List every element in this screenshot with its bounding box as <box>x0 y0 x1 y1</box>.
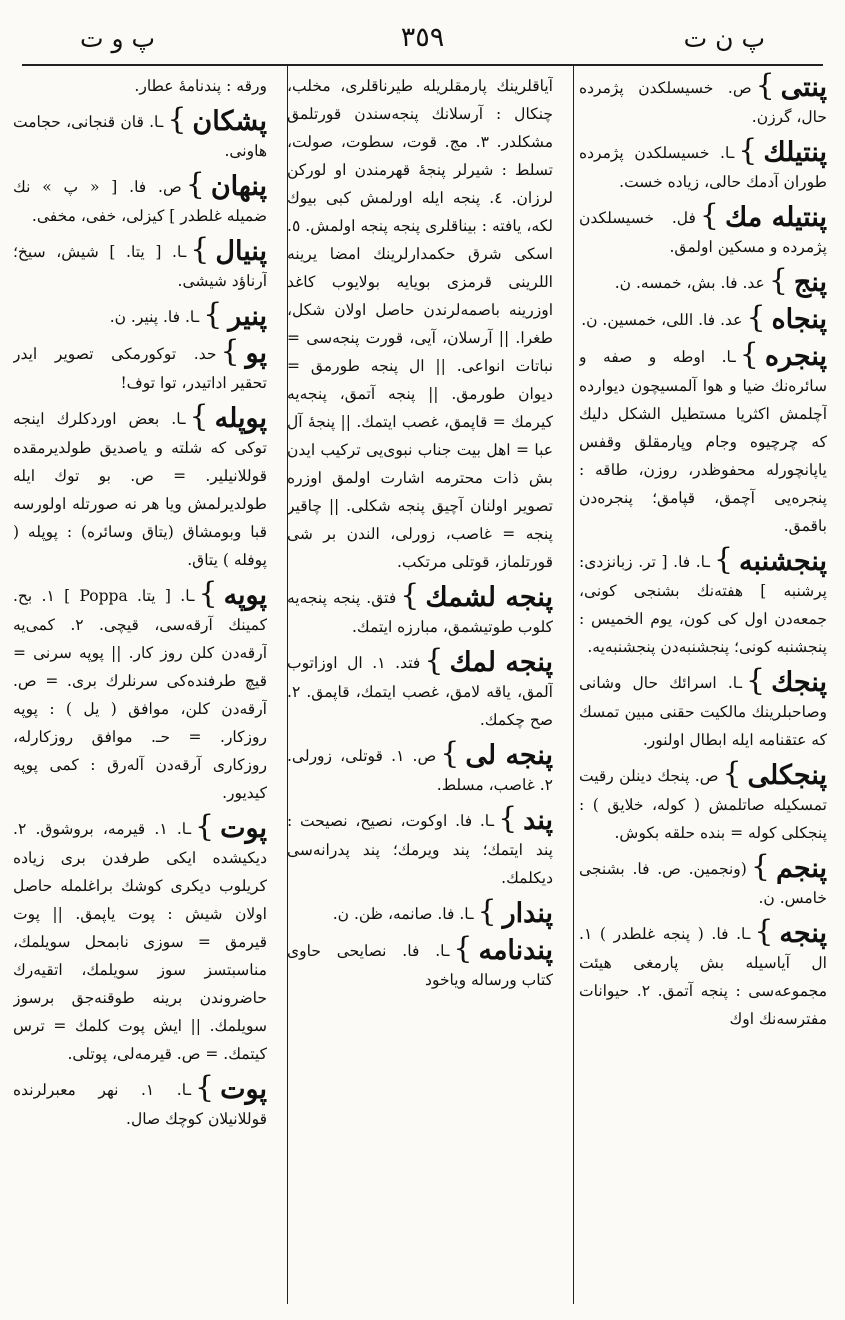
definition-text: ـا. فا. پنیر. ن. <box>109 308 200 326</box>
definition-text: ـا. قان قنجانی، حجامت هاونی. <box>13 113 267 160</box>
headword: پوپله <box>214 403 267 434</box>
definition-text: ـا. فا. نصایحی حاوی کتاب ورساله ویاخود <box>287 942 553 989</box>
headword: پنجه لشمك <box>425 582 553 613</box>
headword: پوت <box>220 1074 267 1105</box>
headword: پوپه <box>223 580 267 611</box>
definition-text: ـا. [ یتا. Poppa ] ١. بح. کمینك آرقه‌سی، قیچی. ٢. کمی‌یه آرقه‌دن کلن روز کار. || پوپه سرنی = قیچ طرفنده‌کی سرنلرك بری. = ص. آرقه‌دن کلن، موافق ( یل ) : پوپه روزکار. = حـ. موافق روزکارله، روزکاری آرقه‌دن آله‌رق : کمی پوپه کیدیور. <box>13 587 267 802</box>
brace-glyph: } <box>453 931 473 966</box>
brace-glyph: } <box>185 167 205 202</box>
dictionary-entry <box>287 736 553 799</box>
headword: پند <box>523 805 553 836</box>
brace-glyph: } <box>203 297 223 332</box>
brace-glyph: } <box>754 914 774 949</box>
dictionary-entry <box>579 133 827 196</box>
brace-glyph: } <box>750 849 770 884</box>
column-middle <box>287 72 553 1304</box>
brace-glyph: } <box>713 542 734 577</box>
headword: پنجم <box>775 853 827 884</box>
headword: پنیال <box>215 236 267 267</box>
column-divider-right <box>573 66 574 1304</box>
definition-text: عد. فا. اللی، خمسین. ن. <box>581 311 743 329</box>
brace-glyph: } <box>746 663 766 698</box>
definition-text: ـا. اسرائك حال وشانی وصاحبلرینك مالکیت حقنی مبین تمسك که عتقنامه ایله ابطال اولنور. <box>579 674 827 749</box>
definition-text: فتق. پنجه پنجه‌یه کلوب طوتیشمق، مبارزه ایتمك. <box>287 589 553 636</box>
dictionary-entry <box>579 914 827 1033</box>
brace-glyph: } <box>722 756 742 791</box>
brace-glyph: } <box>167 102 187 137</box>
definition-text: آیاقلرینك پارمقلریله طیرناقلری، مخلب، چنکال : آرسلانك پنجه‌سندن قورتلمق مشکلدر. ٣. مج. قوت، سطوت، صولت، تسلط : شیرلر پنجهٔ قهرمندن او لورکن لرزان. ٤. پنجه ایله اورلمش کبی بیوك لکه، یافته : بیناقلری پنجه پنجه اولمش. ٥. اسکی شرق حکمدارلرینك امضا یرینه اللرینی قرمزی بویایه بولایوب کاغد اوزرینه باصمه‌لرندن حاصل اولان شکل، طغرا. || آرسلان، آیی، قورت پنجه‌سی = نباتات انواعی. || ال پنجه طورمق = دیوان طورمق. || پنجه آتمق، پنجه‌یه کیرمك = قاپمق، غصب ایتمك. || پنجهٔ آل عبا = اهل بیت جناب نبوی‌یی ترکیب ایدن بش ذات محترمه اشارت اولمق اوزره تصویر اولنان آچیق پنجه شکلی. || چاقیر پنجه = غاصب، زورلی، الندن بر شی قورتلماز، قوتلی مرتکب. <box>287 77 553 571</box>
headword: پنهان <box>210 171 267 202</box>
brace-glyph: } <box>755 72 775 103</box>
dictionary-entry <box>13 297 267 332</box>
brace-glyph: } <box>198 576 218 611</box>
definition-text: ـا. ١. نهر معبرلرنده قوللانیلان کوچك صال. <box>13 1081 267 1128</box>
dictionary-entry <box>13 576 267 807</box>
page-header <box>40 10 805 62</box>
dictionary-entry <box>579 337 827 540</box>
brace-glyph: } <box>768 263 788 298</box>
headword: پندار <box>502 898 553 929</box>
dictionary-entry <box>287 931 553 994</box>
definition-text: ـا. بعض اوردکلرك اینجه توکی که شلته و یاصدیق طولدیرمقده قوللانیلیر. = ص. بو توك ایله طولدیرلمش ویا هر نه صورتله اولورسه قبا وبومشاق (یتاق وسائره) : پوپله ( پوفله ) یتاق. <box>13 410 267 569</box>
definition-text: فل. خسیسلکدن پژمرده و مسکین اولمق. <box>579 209 827 256</box>
dictionary-entry <box>13 232 267 295</box>
brace-glyph: } <box>746 300 766 335</box>
brace-glyph: } <box>477 894 497 929</box>
brace-glyph: } <box>739 337 759 372</box>
definition-text: ـا. ١. قیرمه، بروشوق. ٢. دیکیشده ایکی طرفدن بری زیاده کریلوب دیکری کوشك براغلمله حاصل اولان شیش : پوت یاپمق. || پوت قیرمق = سوزی نابمحل سویلمك، مناسبتسز سوز سویلمك، اتقیه‌رك حاضروندن برینه طوقنه‌جق برسوز سویلمك. || ایش پوت کلمك = ترس کیتمك. = ص. قیرمه‌لی، پوتلی. <box>13 820 267 1063</box>
dictionary-entry <box>579 263 827 298</box>
dictionary-entry <box>287 801 553 892</box>
headword: پنجه لمك <box>449 647 553 678</box>
dictionary-entry <box>13 1070 267 1133</box>
dictionary-entry <box>287 643 553 734</box>
headword: پنتیله مك <box>725 202 827 233</box>
brace-glyph: } <box>195 809 215 844</box>
brace-glyph: } <box>190 232 210 267</box>
header-right-letters: پ ن ت <box>683 24 765 53</box>
definition-text: ـا. فا. اوکوت، نصیح، نصیحت : پند ایتمك؛ پند ویرمك؛ پند پدرانه‌سی دیکلمك. <box>287 812 553 887</box>
brace-glyph: } <box>195 1070 215 1105</box>
definition-text: ـا. فا. ( پنجه غلطدر ) ١. ال آیاسیله بش پارمغی هیئت مجموعه‌سی : پنجه آتمق. ٢. حیوانات مفترسه‌نك اوك <box>579 925 827 1028</box>
definition-text: ص. خسیسلکدن پژمرده حال، گرزن. <box>579 79 827 126</box>
page-number: ٣٥٩ <box>400 22 445 53</box>
dictionary-entry <box>13 72 267 100</box>
dictionary-entry <box>579 849 827 912</box>
headword: پنجك <box>771 667 827 698</box>
dictionary-entry <box>13 167 267 230</box>
dictionary-entry <box>287 894 553 929</box>
brace-glyph: } <box>189 399 209 434</box>
dictionary-entry <box>287 72 553 576</box>
definition-text: ـا. اوطه و صفه و سائره‌نك ضیا و هوا آلمسیچون دیوارده آچلمش اکثریا مستطیل الشکل دلیك که چرچیوه وجام وپارمقلق وقفس یاپانچورله محفوظدر، روزن، طاقه : پنجره‌یی آچمق، قپامق؛ پنجره‌دن باقمق. <box>579 348 827 535</box>
headword: پنج <box>793 267 827 298</box>
header-rule <box>22 64 823 66</box>
definition-text: ص. فا. [ « پ » نك ضمیله غلطدر ] کیزلی، خفی، مخفی. <box>13 178 267 225</box>
dictionary-entry <box>579 542 827 661</box>
definition-text: ـا. خسیسلکدن پژمرده طوران آدمك حالی، زیاده خست. <box>579 144 827 191</box>
brace-glyph: } <box>440 736 460 771</box>
dictionary-entry <box>579 300 827 335</box>
brace-glyph: } <box>738 133 758 168</box>
column-right <box>579 72 827 1304</box>
dictionary-entry <box>13 399 267 574</box>
definition-text: فتد. ١. ال اوزاتوب آلمق، یاقه لامق، غصب ایتمك، قاپمق. ٢. صح چکمك. <box>287 654 553 729</box>
dictionary-entry <box>13 102 267 165</box>
headword: پنجشنبه <box>739 546 827 577</box>
brace-glyph: } <box>424 643 444 678</box>
definition-text: ـا. [ یتا. ] شیش، سیخ؛ آرناؤد شیشی. <box>13 243 267 290</box>
definition-text: عد. فا. بش، خمسه. ن. <box>614 274 765 292</box>
definition-text: ـا. فا. صانمه، ظن. ن. <box>332 905 474 923</box>
brace-glyph: } <box>498 801 518 836</box>
definition-text: حد. توکورمکی تصویر ایدر تحقیر اداتیدر، توا توف! <box>13 345 267 392</box>
headword: پنجاه <box>771 304 827 335</box>
headword: پنجکلی <box>747 760 827 791</box>
headword: پنتیلك <box>763 137 827 168</box>
headword: پنجه لی <box>465 740 553 771</box>
headword: پنتی <box>780 72 827 103</box>
definition-text: (ونجمین. ص. فا. بشنجی خامس. ن. <box>579 860 827 907</box>
brace-glyph: } <box>220 334 240 369</box>
dictionary-entry <box>287 578 553 641</box>
dictionary-entry <box>579 198 827 261</box>
definition-text: ص. ١. قوتلی، زورلی. ٢. غاصب، مسلط. <box>287 747 553 794</box>
dictionary-entry <box>579 756 827 847</box>
dictionary-entry <box>13 809 267 1068</box>
headword: پنیر <box>228 301 267 332</box>
dictionary-entry <box>13 334 267 397</box>
headword: پوت <box>220 813 267 844</box>
dictionary-entry <box>579 663 827 754</box>
definition-text: ورقه : پندنامهٔ عطار. <box>134 77 267 95</box>
definition-text: ـا. فا. [ تر. زبانزدی: پرشنبه ] هفته‌نك بشنجی کونی، جمعه‌دن اول کی کون، یوم الخمیس : پنجشنبه کونی؛ پنجشنبه‌دن پنجشنبه‌یه. <box>579 553 827 656</box>
definition-text: ص. پنجك دینلن رقیت تمسکیله صاتلمش ( کوله، خلایق ) : پنجکلی کوله = بنده حلقه بکوش. <box>579 767 827 842</box>
headword: پندنامه <box>478 935 553 966</box>
headword: پشکان <box>192 106 267 137</box>
brace-glyph: } <box>400 578 420 613</box>
headword: پو <box>245 338 267 369</box>
headword: پنجره <box>764 341 827 372</box>
header-left-letters: پ و ت <box>80 24 156 53</box>
column-left <box>13 72 267 1304</box>
headword: پنجه <box>779 918 827 949</box>
dictionary-entry <box>579 72 827 131</box>
brace-glyph: } <box>699 198 719 233</box>
